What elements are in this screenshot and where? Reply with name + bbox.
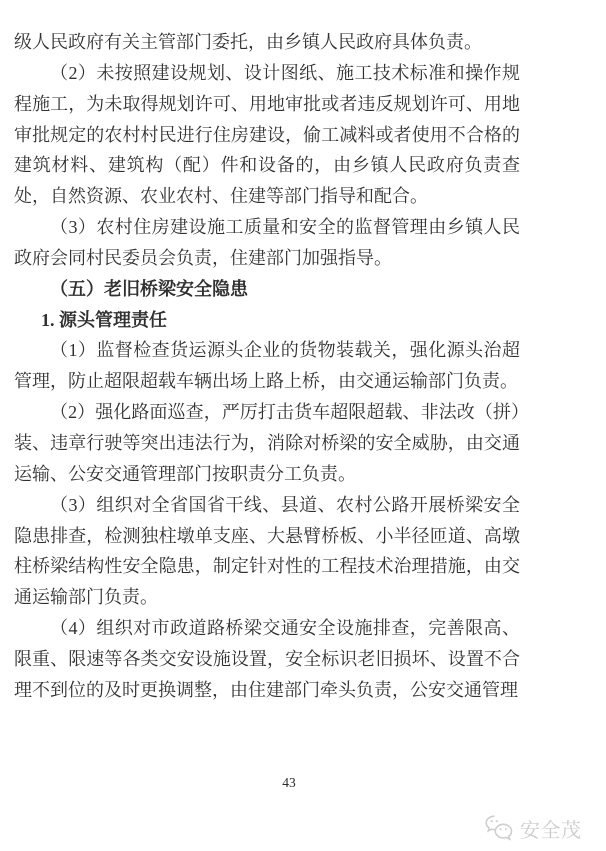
paragraph: 级人民政府有关主管部门委托，由乡镇人民政府具体负责。 [14, 32, 482, 52]
paragraph: （1）监督检查货运源头企业的货物装载关，强化源头治超管理，防止超限超载车辆出场上路上桥，由交通运输部门负责。 [14, 340, 520, 392]
paragraph: （4）组织对市政道路桥梁交通安全设施排查，完善限高、限重、限速等各类交安设施设置，安全标识老旧损坏、设置不合理不到位的及时更换调整，由住建部门牵头负责，公安交通管理 [14, 618, 520, 700]
page-number: 43 [282, 775, 296, 790]
paragraph: （3）农村住房建设施工质量和安全的监督管理由乡镇人民政府会同村民委员会负责，住建部门加强指导。 [14, 217, 520, 268]
paragraph: （3）组织对全省国省干线、县道、农村公路开展桥梁安全隐患排查，检测独柱墩单支座、大悬臂桥板、小半径匝道、高墩柱桥梁结构性安全隐患，制定针对性的工程技术治理措施，由交通运输部门负责。 [14, 494, 520, 608]
paragraph: （五）老旧桥梁安全隐患 [50, 278, 248, 299]
paragraph: （2）未按照建设规划、设计图纸、施工技术标准和操作规程施工，为未取得规划许可、用地审批或者违反规划许可、用地审批规定的农村村民进行住房建设，偷工减料或者使用不合格的建筑材料、建筑构（配）件和设备的，由乡镇人民政府负责查处，自然资源、农业农村、住建等部门指导和配合。 [14, 62, 520, 207]
document-body [14, 27, 520, 706]
paragraph: 1. 源头管理责任 [41, 309, 167, 330]
wechat-icon [480, 813, 517, 843]
watermark [480, 814, 582, 842]
watermark-brand-label: 安全茂 [520, 819, 582, 842]
paragraph: （2）强化路面巡查，严厉打击货车超限超载、非法改（拼）装、违章行驶等突出违法行为，消除对桥梁的安全威胁，由交通运输、公安交通管理部门按职责分工负责。 [14, 402, 520, 484]
